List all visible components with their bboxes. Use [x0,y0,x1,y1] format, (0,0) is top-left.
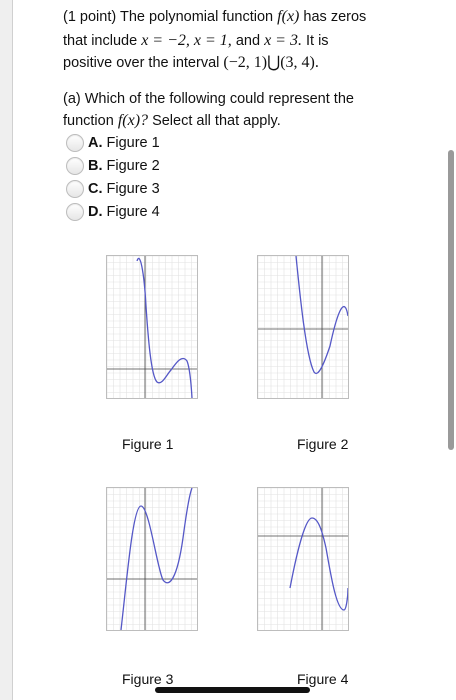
figure-3-plot [107,488,197,630]
question-line-2: that include x = −2, x = 1, and x = 3. It is [63,32,329,49]
option-label: Figure 2 [106,158,160,174]
scrollbar[interactable] [448,0,454,700]
question-line-1: (1 point) The polynomial function f(x) has zeros [63,8,367,25]
figure-1-graph[interactable] [106,255,198,399]
home-indicator[interactable] [155,687,310,693]
figure-2-graph[interactable] [257,255,349,399]
figure-4-graph[interactable] [257,487,349,631]
question-line-3: positive over the interval (−2, 1)⋃(3, 4). [63,54,319,71]
grid-lines [107,488,197,630]
checkbox-d[interactable] [66,203,84,221]
option-c[interactable] [66,178,160,200]
part-a-line-2: function f(x)? Select all that apply. [63,112,281,129]
option-letter: B. [88,158,103,174]
grid-lines [258,488,348,630]
option-label: Figure 1 [106,135,160,151]
option-letter: D. [88,204,103,220]
curve [121,488,192,630]
figure-2-caption: Figure 2 [297,436,349,452]
curve [290,518,348,610]
left-margin-bar [0,0,13,700]
option-d[interactable] [66,201,160,223]
figure-2-plot [258,256,348,398]
option-letter: A. [88,135,103,151]
checkbox-b[interactable] [66,157,84,175]
grid-lines [107,256,197,398]
option-label: Figure 3 [106,181,160,197]
option-label: Figure 4 [106,204,160,220]
option-b[interactable] [66,155,160,177]
figure-1-plot [107,256,197,398]
option-a[interactable] [66,132,160,154]
figure-3-graph[interactable] [106,487,198,631]
part-a-line-1: (a) Which of the following could represent the [63,91,354,107]
figure-4-plot [258,488,348,630]
option-letter: C. [88,181,103,197]
checkbox-c[interactable] [66,180,84,198]
checkbox-a[interactable] [66,134,84,152]
figure-3-caption: Figure 3 [122,671,174,687]
figure-4-caption: Figure 4 [297,671,349,687]
figure-1-caption: Figure 1 [122,436,174,452]
scrollbar-thumb[interactable] [448,150,454,450]
